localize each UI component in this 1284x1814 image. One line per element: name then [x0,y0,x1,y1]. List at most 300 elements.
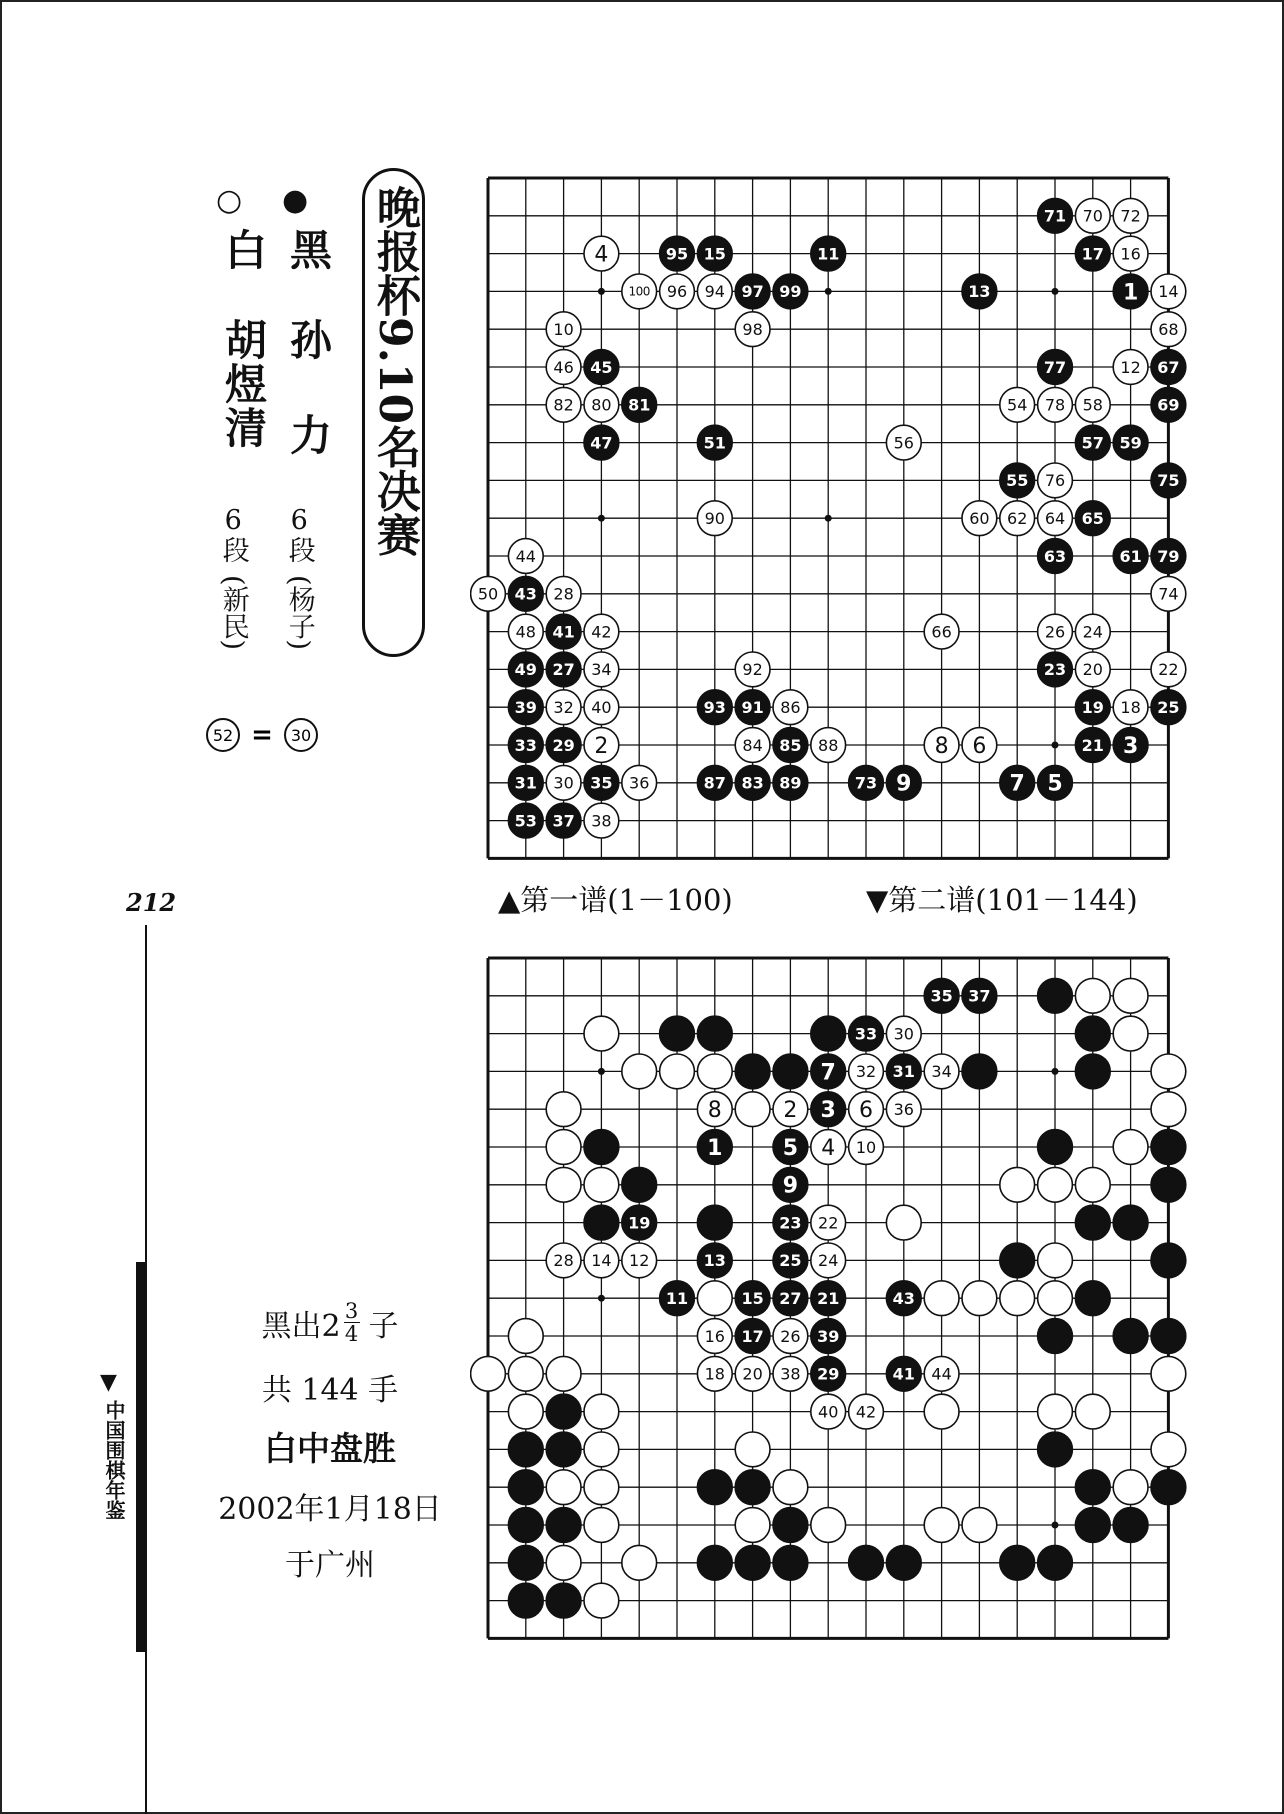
move-number: 37 [968,986,991,1006]
white-stone [1151,1432,1186,1467]
move-number: 18 [1120,697,1141,717]
white-stone [584,236,619,271]
star-point [1052,1522,1059,1529]
move-number: 26 [780,1326,801,1346]
black-stone-disc [546,1583,581,1618]
move-number: 8 [934,733,949,759]
white-stone-disc [546,1092,581,1127]
black-stone [546,614,581,649]
white-stone-disc [886,1205,921,1240]
white-stone-disc [546,1130,581,1165]
move-number: 14 [1158,282,1179,302]
white-stone-disc [924,1508,959,1543]
move-number: 16 [1120,244,1141,264]
move-number: 42 [855,1402,877,1422]
black-stone [811,1319,846,1354]
white-stone-disc [546,1356,581,1391]
black-stone-disc [811,1016,846,1051]
move-number: 73 [854,773,878,793]
white-stone [584,1470,619,1505]
white-stone [546,312,581,347]
move-number: 60 [969,508,990,528]
go-diagram-2 [470,940,1190,1650]
move-number: 8 [707,1098,722,1124]
white-stone-disc [1000,1167,1035,1202]
white-stone-disc [1113,1016,1148,1051]
white-stone-disc [1075,1167,1110,1202]
move-number: 57 [1081,433,1104,453]
white-stone [471,576,506,611]
white-stone [660,274,695,309]
white-stone [924,728,959,763]
black-stone [1038,1319,1073,1354]
move-number: 12 [629,1251,650,1271]
white-stone-disc [508,1319,543,1354]
move-number: 30 [893,1024,914,1044]
white-stone [924,1394,959,1429]
black-stone-disc [1113,1508,1148,1543]
black-stone [735,1545,770,1580]
black-stone-disc [1151,1243,1186,1278]
black-stone-disc [508,1545,543,1580]
white-stone-disc [546,1545,581,1580]
white-stone [1113,1470,1148,1505]
move-number: 6 [972,733,987,759]
black-stone-disc [849,1545,884,1580]
white-stone-disc [471,1356,506,1391]
white-stone-disc [1151,1054,1186,1089]
white-stone [735,652,770,687]
move-number: 76 [1044,471,1066,491]
white-stone [773,1319,808,1354]
move-number: 99 [779,282,802,302]
white-stone-disc [508,1394,543,1429]
move-number: 88 [818,735,839,755]
move-number: 39 [817,1326,840,1346]
white-stone [962,1281,997,1316]
white-stone [886,1092,921,1127]
white-stone [1075,978,1110,1013]
result-margin [200,1300,460,1345]
white-stone-disc [1038,1167,1073,1202]
move-number: 45 [590,357,613,377]
move-number: 35 [930,986,953,1006]
black-stone [508,1583,543,1618]
black-stone-disc [622,1167,657,1202]
black-stone [1038,765,1073,800]
white-stone [546,1545,581,1580]
white-stone [1075,387,1110,422]
move-number: 56 [893,433,914,453]
move-number: 24 [818,1251,839,1271]
white-stone [584,803,619,838]
black-stone [773,1281,808,1316]
white-stone [924,1356,959,1391]
white-stone [1038,1281,1073,1316]
white-stone-disc [1000,1281,1035,1316]
move-number: 94 [704,282,725,302]
black-stone [1151,1319,1186,1354]
black-stone-disc [1075,1054,1110,1089]
black-stone [546,1583,581,1618]
black-stone [811,1281,846,1316]
move-number: 31 [514,773,537,793]
black-stone-disc [546,1394,581,1429]
move-number: 41 [552,622,575,642]
black-stone [697,765,732,800]
result-total-moves: 共 144 手 [261,1373,399,1409]
game-title: 晚报杯9.10名决赛 [362,168,425,657]
move-number: 68 [1158,319,1179,339]
margin-bar [136,1262,146,1652]
white-stone [773,1470,808,1505]
move-number: 47 [590,433,613,453]
white-stone [1151,652,1186,687]
star-point [598,288,605,295]
white-stone-disc [1113,1470,1148,1505]
white-stone [811,1205,846,1240]
black-stone [508,576,543,611]
white-stone [584,1583,619,1618]
black-stone-disc [1038,1545,1073,1580]
black-stone-disc [697,1470,732,1505]
white-stone [584,652,619,687]
black-stone-disc [773,1545,808,1580]
move-number: 50 [477,584,499,604]
white-stone [1038,463,1073,498]
fraction-numerator: 3 [344,1299,359,1323]
black-stone [622,1205,657,1240]
white-stone [1113,978,1148,1013]
black-player-name: 孙 力 [284,318,333,457]
black-stone [660,1281,695,1316]
black-stone [1151,690,1186,725]
black-stone [811,236,846,271]
move-number: 43 [892,1288,915,1308]
black-stone [1000,1243,1035,1278]
move-number: 32 [553,697,574,717]
black-stone [660,1016,695,1051]
black-stone [660,236,695,271]
black-stone [1075,501,1110,536]
move-number: 55 [1006,471,1029,491]
white-stone-disc [1151,1356,1186,1391]
white-stone [546,1356,581,1391]
ko-note-left: 52 [212,726,234,745]
black-stone [546,728,581,763]
black-stone [1113,1319,1148,1354]
black-stone [1038,350,1073,385]
black-stone [1151,387,1186,422]
move-number: 19 [1081,697,1104,717]
white-stone [622,1054,657,1089]
black-stone [962,978,997,1013]
white-stone [697,501,732,536]
ko-note-right: 30 [290,726,312,745]
move-number: 17 [1081,244,1104,264]
black-stone [773,1508,808,1543]
black-stone [886,1356,921,1391]
white-stone-disc [584,1394,619,1429]
black-stone-disc [735,1054,770,1089]
move-number: 11 [665,1288,689,1308]
white-stone [1151,576,1186,611]
move-number: 2 [783,1098,798,1124]
black-stone [622,1167,657,1202]
black-stone [546,1508,581,1543]
move-number: 44 [931,1364,952,1384]
result-margin-fraction [344,1300,360,1345]
move-number: 92 [742,660,763,680]
black-stone-disc [962,1054,997,1089]
black-stone [849,1545,884,1580]
white-stone-disc [811,1508,846,1543]
white-player-club: (新民) [217,575,249,651]
move-number: 70 [1082,206,1103,226]
black-stone [849,1016,884,1051]
white-stone-disc [660,1054,695,1089]
white-stone [811,1508,846,1543]
white-stone [546,576,581,611]
white-stone [962,728,997,763]
move-number: 7 [1009,771,1025,797]
white-stone-disc [1038,1243,1073,1278]
white-stone [962,1508,997,1543]
move-number: 2 [594,733,609,759]
white-stone [1000,1281,1035,1316]
move-number: 43 [514,584,537,604]
white-stone-disc [1038,1281,1073,1316]
white-stone [584,1016,619,1051]
white-stone [1113,690,1148,725]
white-stone [697,274,732,309]
star-point [825,515,832,522]
white-stone [1113,198,1148,233]
black-stone [849,765,884,800]
white-stone-disc [584,1016,619,1051]
move-number: 74 [1158,584,1179,604]
black-stone [584,765,619,800]
black-stone [962,274,997,309]
move-number: 33 [514,735,537,755]
move-number: 93 [703,697,726,717]
white-stone [886,1205,921,1240]
move-number: 18 [704,1364,725,1384]
move-number: 59 [1119,433,1142,453]
black-stone [811,1356,846,1391]
black-stone [1038,978,1073,1013]
result-outcome: 白中盘胜 [264,1429,396,1469]
result-date: 2002年1月18日 [218,1492,442,1528]
black-stone [584,350,619,385]
black-stone [697,690,732,725]
move-number: 23 [1043,660,1067,680]
white-stone [735,312,770,347]
move-number: 3 [820,1098,836,1124]
white-stone [735,1432,770,1467]
black-stone [1000,463,1035,498]
sidebar-label: 中国围棋年鉴 [102,1400,126,1520]
black-stone-icon: ● [282,183,309,218]
move-number: 49 [514,660,537,680]
white-stone [849,1092,884,1127]
white-stone [1038,387,1073,422]
white-stone [1113,1130,1148,1165]
white-stone-disc [1075,978,1110,1013]
move-number: 33 [854,1024,878,1044]
move-number: 28 [553,1251,574,1271]
white-stone [886,1016,921,1051]
white-stone-disc [962,1508,997,1543]
move-number: 5 [782,1135,799,1161]
move-number: 86 [780,697,801,717]
black-stone [811,1016,846,1051]
move-number: 21 [1081,735,1104,755]
black-stone [1151,1243,1186,1278]
white-stone [1038,1167,1073,1202]
black-stone [1075,728,1110,763]
move-number: 13 [968,282,991,302]
white-stone-disc [1075,1394,1110,1429]
white-stone-disc [622,1054,657,1089]
star-point [1052,1068,1059,1075]
white-stone [508,1394,543,1429]
white-stone [584,387,619,422]
black-stone [735,765,770,800]
white-stone-disc [584,1583,619,1618]
page-number: 212 [126,888,177,917]
move-number: 83 [741,773,764,793]
black-stone [546,652,581,687]
star-point [1052,288,1059,295]
white-stone [735,1508,770,1543]
white-stone-disc [735,1092,770,1127]
result-margin-prefix: 黑出2 [261,1308,341,1344]
black-stone [1038,539,1073,574]
black-stone [508,652,543,687]
black-stone-disc [1075,1205,1110,1240]
black-stone [924,978,959,1013]
move-number: 3 [1122,733,1139,759]
white-stone [849,1130,884,1165]
black-stone [1038,652,1073,687]
white-stone [622,1545,657,1580]
white-stone [584,1394,619,1429]
star-point [598,1068,605,1075]
white-stone [697,1054,732,1089]
black-stone [773,1167,808,1202]
move-number: 22 [1158,660,1179,680]
result-margin-suffix: 子 [368,1308,399,1344]
black-stone-disc [1038,1319,1073,1354]
black-stone-disc [1000,1545,1035,1580]
move-number: 20 [1082,660,1103,680]
black-stone [697,236,732,271]
black-stone [773,1243,808,1278]
black-stone [546,1432,581,1467]
move-number: 15 [741,1288,764,1308]
white-stone [546,765,581,800]
black-stone [697,1243,732,1278]
black-stone [1151,539,1186,574]
star-point [598,1295,605,1302]
white-stone-disc [924,1281,959,1316]
black-player-rank: 6段 [283,505,315,563]
white-stone [1038,614,1073,649]
white-stone [1113,350,1148,385]
move-number: 22 [818,1213,839,1233]
white-stone-disc [1151,1432,1186,1467]
move-number: 29 [552,735,575,755]
white-stone [546,1470,581,1505]
black-stone [584,425,619,460]
star-point [825,288,832,295]
move-number: 75 [1157,471,1180,491]
move-number: 27 [552,660,575,680]
white-stone [584,728,619,763]
move-number: 82 [553,395,574,415]
white-stone-disc [735,1432,770,1467]
black-stone [1075,1205,1110,1240]
white-stone-disc [697,1054,732,1089]
white-stone [697,1092,732,1127]
move-number: 61 [1119,546,1142,566]
move-number: 46 [553,357,574,377]
move-number: 78 [1044,395,1066,415]
black-stone [735,1470,770,1505]
white-stone [1075,614,1110,649]
white-stone [584,690,619,725]
white-stone [1000,501,1035,536]
black-stone [546,803,581,838]
black-stone [508,1432,543,1467]
black-stone [735,274,770,309]
white-stone [1113,236,1148,271]
black-stone [1075,1508,1110,1543]
black-stone-disc [1038,1432,1073,1467]
move-number: 85 [779,735,802,755]
white-stone [471,1356,506,1391]
black-stone-disc [1151,1167,1186,1202]
move-number: 77 [1043,357,1067,377]
move-number: 42 [591,622,612,642]
black-stone [1151,1130,1186,1165]
white-stone [697,1319,732,1354]
move-number: 7 [820,1060,836,1086]
move-number: 16 [704,1326,725,1346]
white-stone [773,690,808,725]
black-stone [1113,425,1148,460]
star-point [1052,742,1059,749]
move-number: 69 [1157,395,1180,415]
white-stone [546,387,581,422]
black-stone-disc [584,1205,619,1240]
move-number: 58 [1082,395,1103,415]
move-number: 36 [893,1099,914,1119]
move-number: 14 [591,1251,612,1271]
black-stone [1038,1432,1073,1467]
white-stone-disc [584,1432,619,1467]
black-stone [1038,198,1073,233]
white-stone [1038,501,1073,536]
white-stone [1075,1167,1110,1202]
black-stone-disc [697,1205,732,1240]
move-number: 37 [552,811,575,831]
diagram-2-caption: ▼第二谱(101－144) [866,883,1138,917]
white-stone [584,1167,619,1202]
move-number: 54 [1007,395,1028,415]
move-number: 26 [1044,622,1066,642]
